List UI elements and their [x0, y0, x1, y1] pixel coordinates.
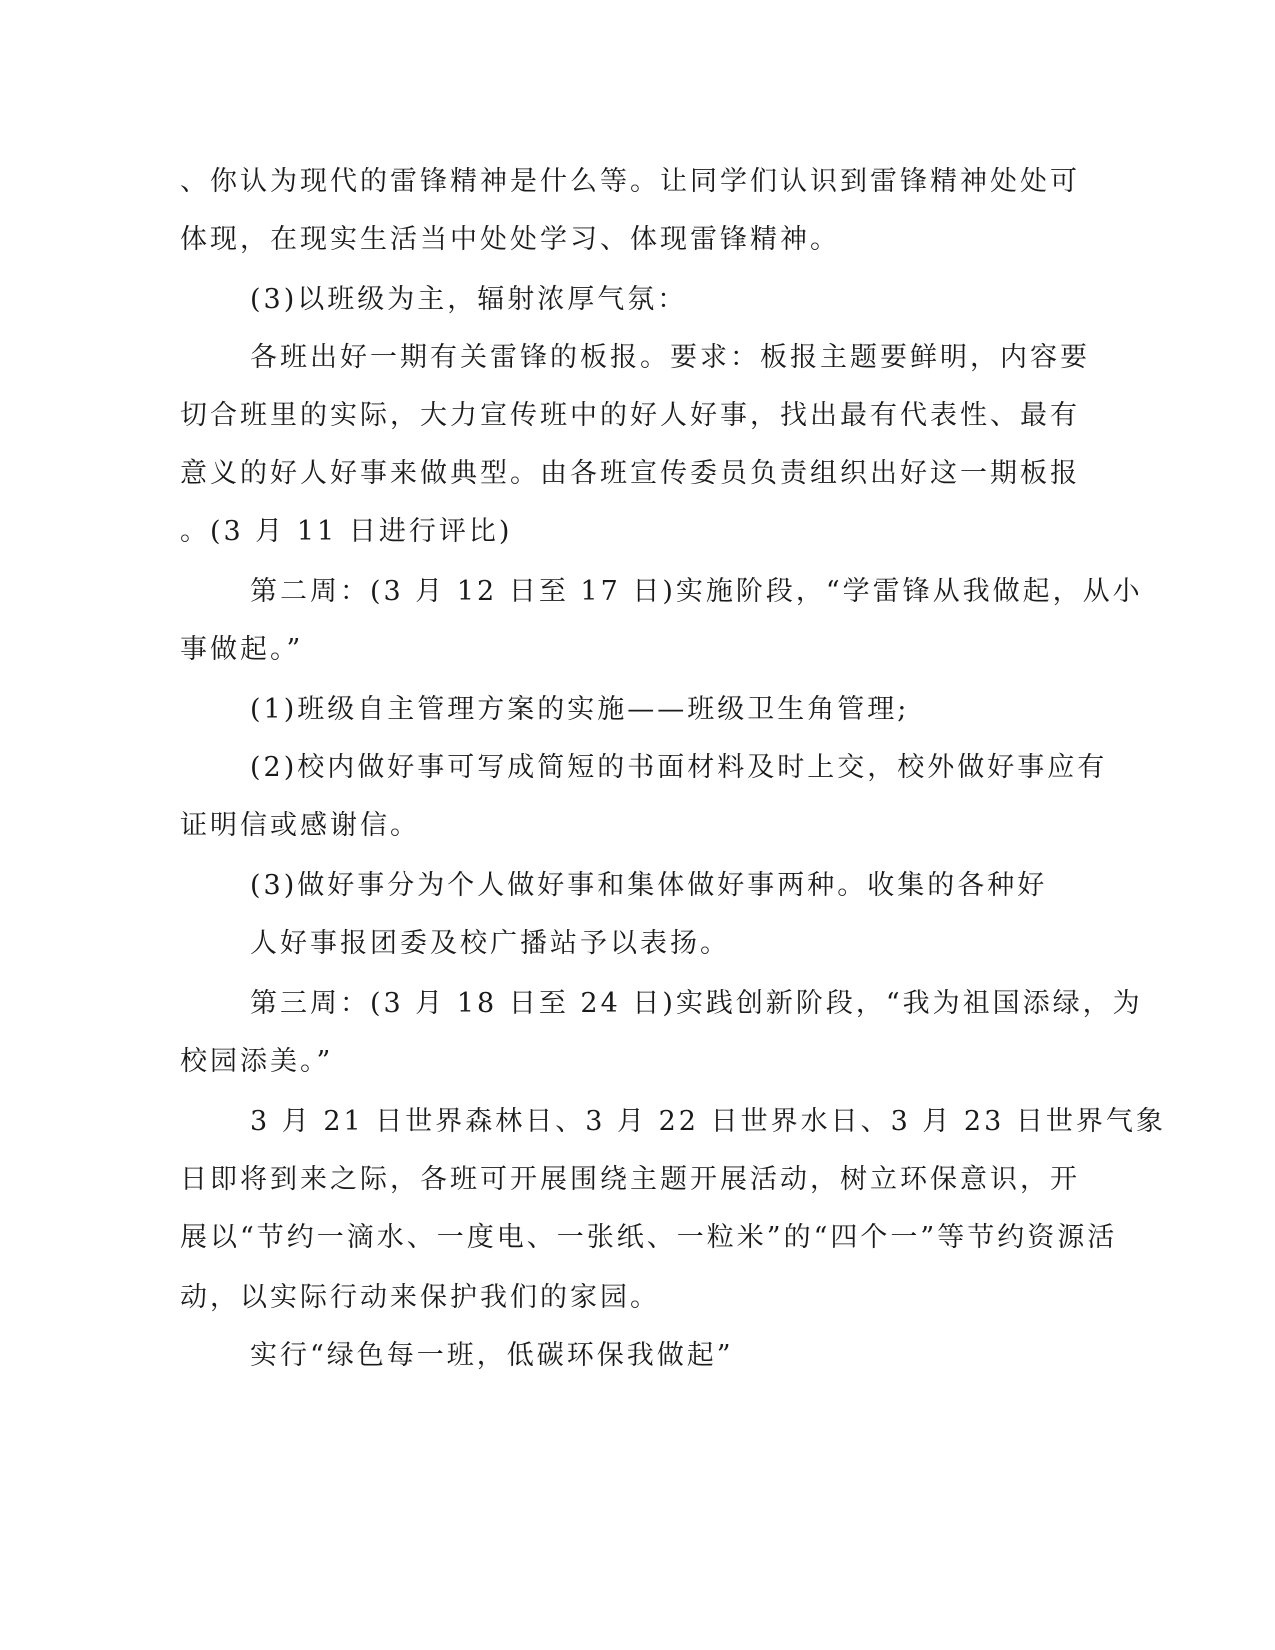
- text-line: 证明信或感谢信。: [180, 810, 420, 841]
- text-line: 3 月 21 日世界森林日、3 月 22 日世界水日、3 月 23 日世界气象: [250, 1106, 1166, 1137]
- text-line: 实行“绿色每一班，低碳环保我做起”: [250, 1340, 734, 1371]
- text-line: 展以“节约一滴水、一度电、一张纸、一粒米”的“四个一”等节约资源活: [180, 1222, 1118, 1253]
- text-line: 第三周：(3 月 18 日至 24 日)实践创新阶段，“我为祖国添绿，为: [250, 988, 1143, 1019]
- text-line: (3)做好事分为个人做好事和集体做好事两种。收集的各种好: [250, 870, 1048, 901]
- text-line: (2)校内做好事可写成简短的书面材料及时上交，校外做好事应有: [250, 752, 1108, 783]
- text-line: (1)班级自主管理方案的实施——班级卫生角管理;: [250, 694, 910, 725]
- text-line: 体现，在现实生活当中处处学习、体现雷锋精神。: [180, 224, 840, 255]
- text-line: 校园添美。”: [180, 1046, 334, 1077]
- text-line: 、你认为现代的雷锋精神是什么等。让同学们认识到雷锋精神处处可: [180, 166, 1080, 197]
- text-line: 。(3 月 11 日进行评比): [180, 516, 513, 547]
- text-line: 各班出好一期有关雷锋的板报。要求：板报主题要鲜明，内容要: [250, 342, 1090, 373]
- text-line: 人好事报团委及校广播站予以表扬。: [250, 928, 730, 959]
- text-line: 第二周：(3 月 12 日至 17 日)实施阶段，“学雷锋从我做起，从小: [250, 576, 1143, 607]
- text-line: (3)以班级为主，辐射浓厚气氛：: [250, 284, 688, 315]
- text-line: 切合班里的实际，大力宣传班中的好人好事，找出最有代表性、最有: [180, 400, 1080, 431]
- text-line: 事做起。”: [180, 634, 304, 665]
- text-line: 日即将到来之际，各班可开展围绕主题开展活动，树立环保意识，开: [180, 1164, 1080, 1195]
- text-line: 动，以实际行动来保护我们的家园。: [180, 1282, 660, 1313]
- text-line: 意义的好人好事来做典型。由各班宣传委员负责组织出好这一期板报: [180, 458, 1080, 489]
